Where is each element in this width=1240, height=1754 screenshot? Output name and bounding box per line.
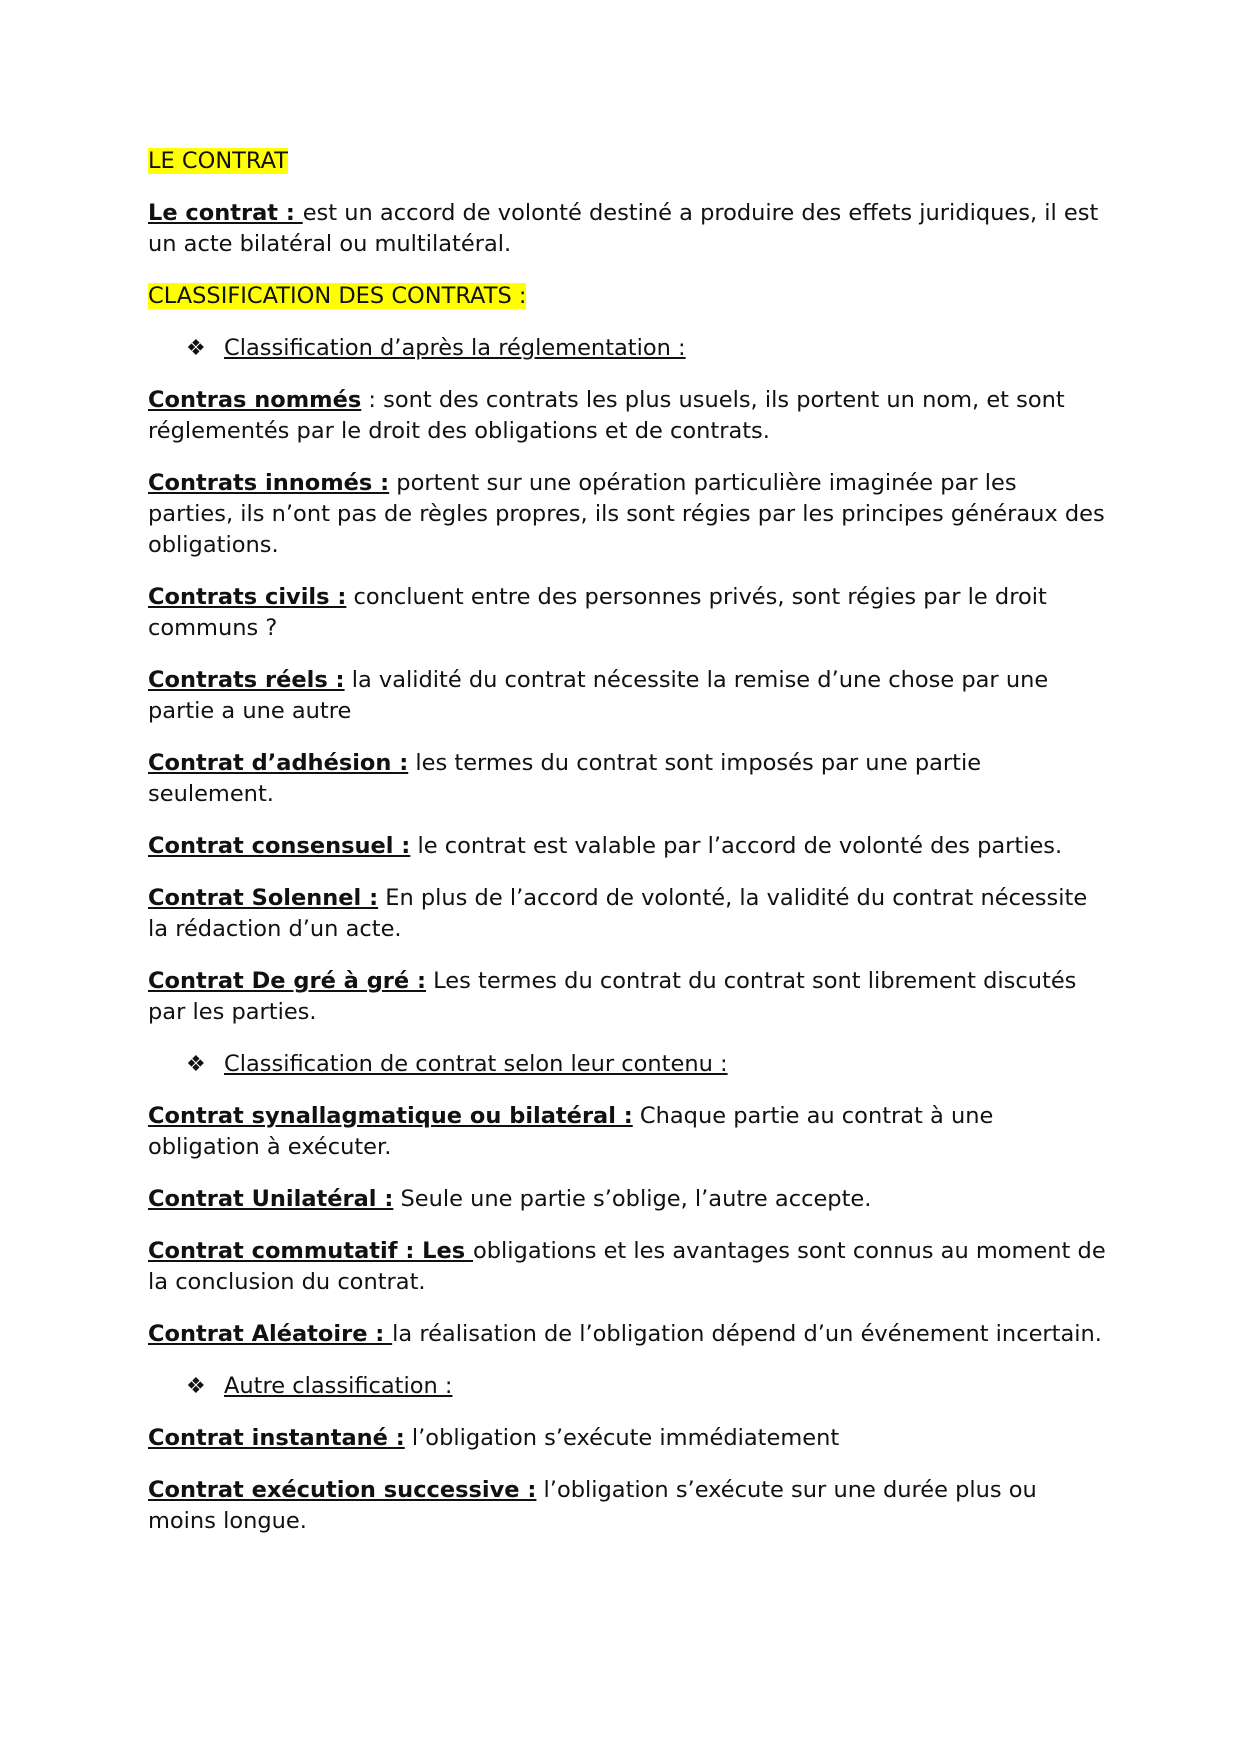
definition-term: Contrat commutatif : Les	[148, 1238, 473, 1264]
definition-term: Contrat synallagmatique ou bilatéral :	[148, 1103, 633, 1129]
definition-text: la validité du contrat nécessite la remise d’une chose par une partie a une autre	[148, 667, 1049, 724]
definition-paragraph	[148, 665, 1108, 727]
definition-text: En plus de l’accord de volonté, la validité du contrat nécessite la rédaction d’un acte.	[148, 885, 1088, 942]
definition-term: Contrats réels :	[148, 667, 345, 693]
four-diamond-bullet-icon: ❖	[186, 1374, 206, 1399]
definition-text: la réalisation de l’obligation dépend d’un événement incertain.	[392, 1321, 1102, 1347]
definition-paragraph	[148, 1101, 1108, 1163]
intro-paragraph	[148, 198, 1108, 260]
definition-paragraph	[148, 1319, 1108, 1350]
definition-term: Contrat d’adhésion :	[148, 750, 409, 776]
definition-term: Contrat Aléatoire :	[148, 1321, 393, 1347]
definition-text: Les termes du contrat du contrat sont librement discutés par les parties.	[148, 968, 1077, 1025]
classification-groups	[148, 333, 1108, 1537]
definition-paragraph	[148, 1184, 1108, 1215]
definition-paragraph	[148, 1423, 1108, 1454]
classification-heading-label: Classification d’après la réglementation :	[224, 335, 686, 361]
definition-term: Contrat Unilatéral :	[148, 1186, 394, 1212]
classification-heading	[148, 333, 1108, 364]
definition-paragraph	[148, 883, 1108, 945]
intro-text: est un accord de volonté destiné a produire des effets juridiques, il est un acte bilatéral ou multilatéral.	[148, 200, 1099, 257]
definition-text: les termes du contrat sont imposés par une partie seulement.	[148, 750, 982, 807]
definition-term: Contrat instantané :	[148, 1425, 405, 1451]
definition-paragraph	[148, 748, 1108, 810]
four-diamond-bullet-icon: ❖	[186, 1052, 206, 1077]
definition-paragraph	[148, 582, 1108, 644]
document-page	[148, 146, 1108, 1558]
definition-term: Contrat Solennel :	[148, 885, 379, 911]
definition-paragraph	[148, 468, 1108, 561]
definition-text: : sont des contrats les plus usuels, ils portent un nom, et sont réglementés par le droit des obligations et de contrats.	[148, 387, 1065, 444]
definition-text: Seule une partie s’oblige, l’autre accepte.	[393, 1186, 872, 1212]
classification-heading-label: Classification de contrat selon leur contenu :	[224, 1051, 728, 1077]
intro-term: Le contrat :	[148, 200, 303, 226]
definition-term: Contrats innomés :	[148, 470, 390, 496]
classification-heading	[148, 1049, 1108, 1080]
definition-paragraph	[148, 1475, 1108, 1537]
definition-text: l’obligation s’exécute immédiatement	[404, 1425, 840, 1451]
definition-paragraph	[148, 385, 1108, 447]
definition-term: Contrat consensuel :	[148, 833, 411, 859]
definition-text: l’obligation s’exécute sur une durée plus ou moins longue.	[148, 1477, 1037, 1534]
definition-text: portent sur une opération particulière imaginée par les parties, ils n’ont pas de règles propres, ils sont régies par les principes généraux des obligations.	[148, 470, 1105, 558]
definition-text: obligations et les avantages sont connus au moment de la conclusion du contrat.	[148, 1238, 1106, 1295]
classification-heading-label: Autre classification :	[224, 1373, 453, 1399]
definition-text: concluent entre des personnes privés, sont régies par le droit communs ?	[148, 584, 1047, 641]
highlighted-section-heading: CLASSIFICATION DES CONTRATS :	[148, 283, 527, 309]
definition-paragraph	[148, 966, 1108, 1028]
four-diamond-bullet-icon: ❖	[186, 336, 206, 361]
classification-heading	[148, 1371, 1108, 1402]
definition-text: Chaque partie au contrat à une obligation à exécuter.	[148, 1103, 994, 1160]
definition-term: Contrat De gré à gré :	[148, 968, 426, 994]
section-heading	[148, 281, 1108, 312]
definition-term: Contrat exécution successive :	[148, 1477, 537, 1503]
document-title	[148, 146, 1108, 177]
definition-term: Contras nommés	[148, 387, 362, 413]
definition-text: le contrat est valable par l’accord de volonté des parties.	[410, 833, 1063, 859]
definition-term: Contrats civils :	[148, 584, 347, 610]
highlighted-title: LE CONTRAT	[148, 148, 289, 174]
definition-paragraph	[148, 1236, 1108, 1298]
definition-paragraph	[148, 831, 1108, 862]
